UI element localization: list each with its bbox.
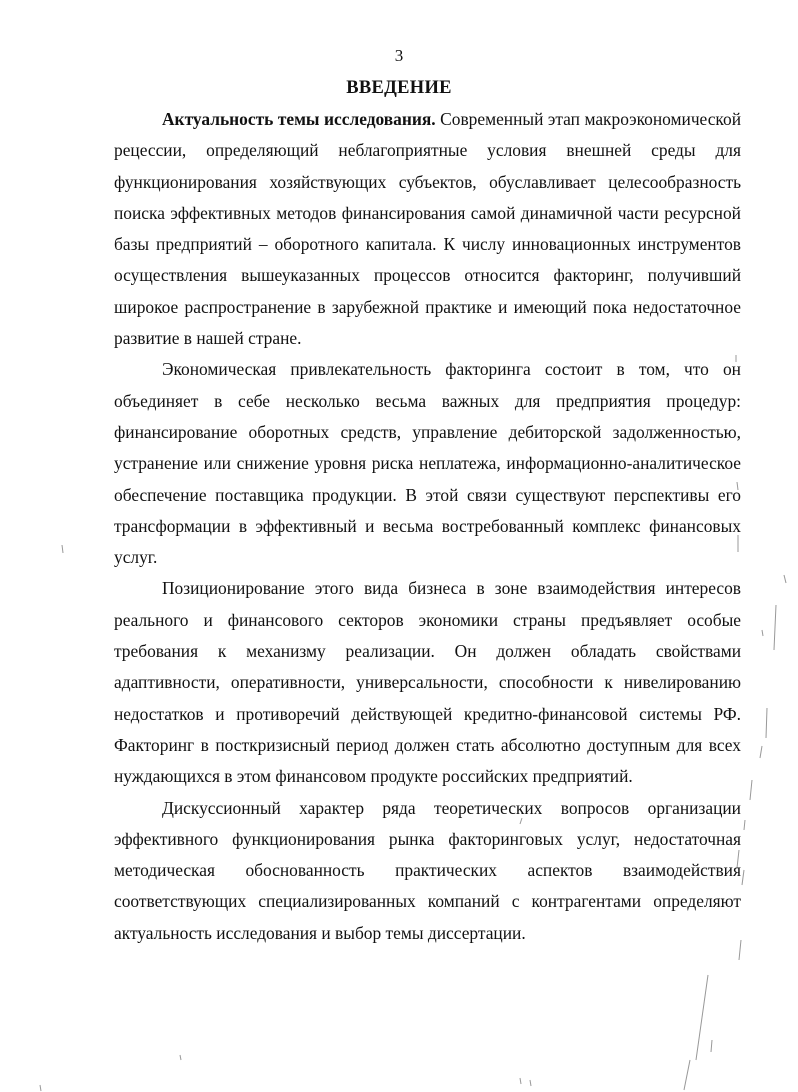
paragraph-relevance: [114, 104, 741, 354]
paragraph-discussion: [114, 793, 741, 949]
scan-speck: [180, 1055, 181, 1060]
paragraph-text: Позиционирование этого вида бизнеса в зоне взаимодействия интересов реального и финансового секторов экономики страны предъявляет особые требования к механизму реализации. Он должен обладать свойствами адаптивности, оперативности, универсальности, способности к нивелированию недостатков и противоречий действующей кредитно-финансовой системы РФ. Факторинг в посткризисный период должен стать абсолютно доступным для всех нуждающихся в этом финансовом продукте российских предприятий.: [114, 578, 741, 787]
scan-speck: [774, 605, 776, 650]
paragraph-positioning: [114, 573, 741, 792]
paragraph-text: Современный этап макроэкономической рецессии, определяющий неблагоприятные условия внешней среды для функционирования хозяйствующих субъектов, обуславливает целесообразность поиска эффективных методов финансирования самой динамичной части ресурсной базы предприятий – оборотного капитала. К числу инновационных инструментов осуществления вышеуказанных процессов относится факторинг, получивший широкое распространение в зарубежной практике и имеющий пока недостаточное развитие в нашей стране.: [114, 109, 742, 349]
scan-speck: [711, 1040, 712, 1052]
scan-speck: [760, 746, 762, 758]
scan-speck: [742, 870, 744, 885]
body-text: [114, 104, 741, 949]
scan-speck: [744, 820, 745, 830]
scan-speck: [530, 1080, 531, 1086]
scan-speck: [684, 1060, 690, 1090]
scan-speck: [750, 780, 752, 800]
paragraph-attractiveness: [114, 354, 741, 573]
scan-speck: [62, 545, 63, 553]
paragraph-lead: Актуальность темы исследования.: [162, 109, 436, 129]
scan-speck: [784, 575, 786, 583]
scan-speck: [762, 630, 763, 636]
paragraph-text: Дискуссионный характер ряда теоретических вопросов организации эффективного функционирования рынка факторинговых услуг, недостаточная методическая обоснованность практических аспектов взаимодействия соответствующих специализированных компаний с контрагентами определяют актуальность исследования и выбор темы диссертации.: [114, 797, 741, 943]
scan-speck: [520, 1078, 521, 1084]
paragraph-text: Экономическая привлекательность факторинга состоит в том, что он объединяет в себе несколько весьма важных для предприятия процедур: финансирование оборотных средств, управление дебиторской задолженностью, устранение или снижение уровня риска неплатежа, информационно-аналитическое обеспечение поставщика продукции. В этой связи существуют перспективы его трансформации в эффективный и весьма востребованный комплекс финансовых услуг.: [114, 359, 741, 568]
scan-speck: [40, 1085, 41, 1091]
scan-speck: [696, 975, 708, 1060]
scan-speck: [766, 708, 767, 738]
page-heading: ВВЕДЕНИЕ: [346, 78, 452, 98]
page-number: 3: [394, 46, 404, 65]
